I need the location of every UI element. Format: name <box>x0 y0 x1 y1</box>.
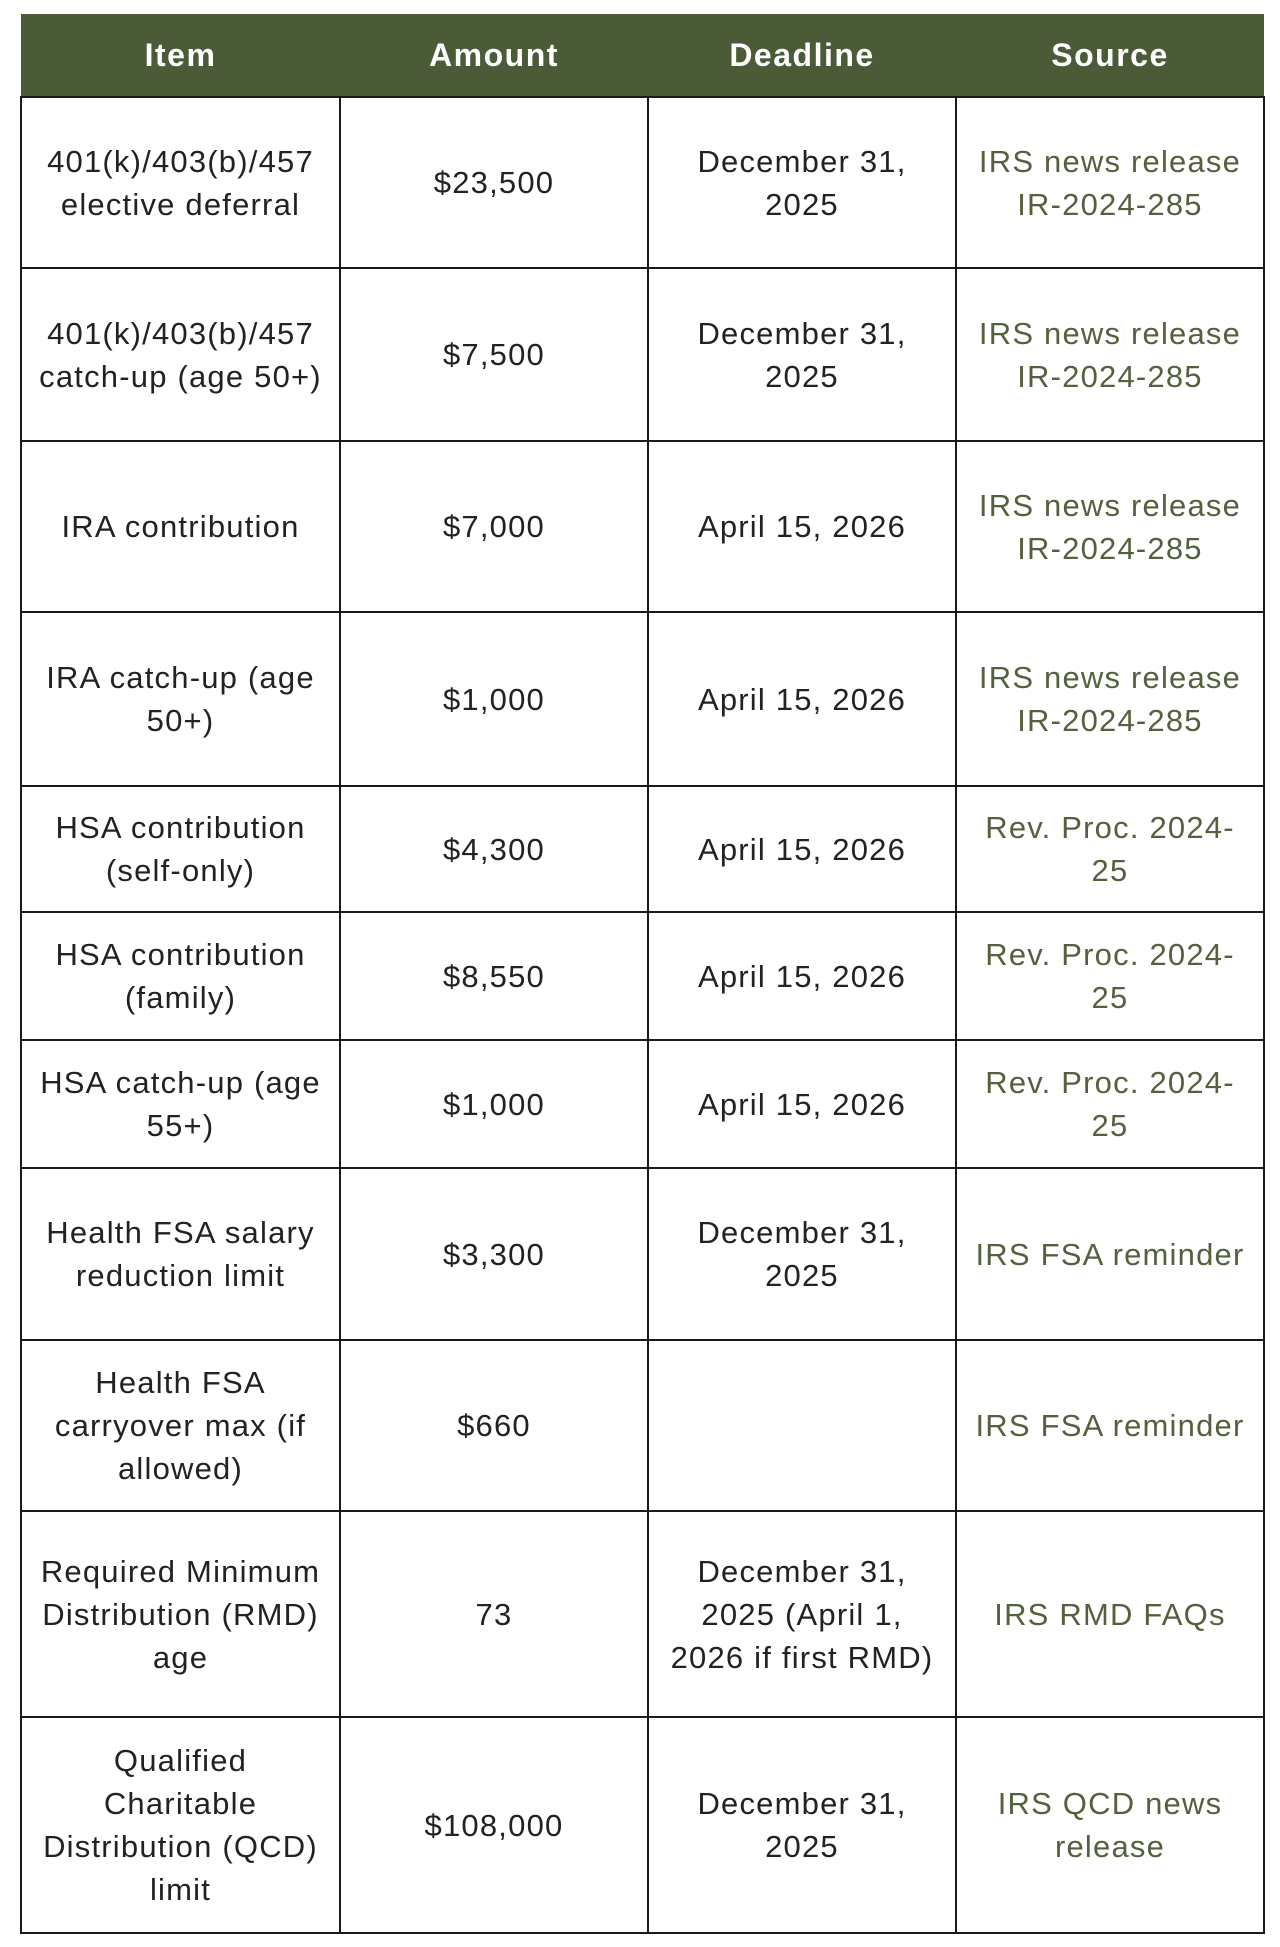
source-link[interactable]: IRS FSA reminder <box>975 1408 1245 1443</box>
source-link[interactable]: IRS QCD news release <box>997 1786 1223 1864</box>
cell-item <box>21 1168 340 1340</box>
cell-deadline <box>648 1168 956 1340</box>
table-row <box>21 441 1264 612</box>
cell-source <box>956 912 1264 1040</box>
cell-amount <box>340 1511 648 1717</box>
table-row <box>21 612 1264 786</box>
cell-source <box>956 1340 1264 1511</box>
deadline-text: April 15, 2026 <box>697 681 907 717</box>
amount-text: $8,550 <box>442 958 546 994</box>
item-text: 401(k)/403(b)/457 elective deferral <box>47 143 314 222</box>
source-link[interactable]: Rev. Proc. 2024-25 <box>985 1065 1235 1143</box>
cell-source <box>956 1717 1264 1933</box>
source-link[interactable]: IRS news release IR-2024-285 <box>978 660 1242 738</box>
deadline-text: April 15, 2026 <box>697 509 907 544</box>
table-header <box>21 14 1264 97</box>
source-link[interactable]: IRS news release IR-2024-285 <box>978 315 1242 394</box>
deadline-text: April 15, 2026 <box>697 958 907 994</box>
table-row <box>21 1717 1264 1933</box>
header-row <box>21 14 1264 97</box>
column-header-amount: Amount <box>340 14 648 97</box>
cell-deadline <box>648 612 956 786</box>
cell-source <box>956 786 1264 912</box>
cell-deadline <box>648 1717 956 1933</box>
item-text: HSA contribution (family) <box>55 937 306 1015</box>
cell-source <box>956 268 1264 441</box>
source-link[interactable]: IRS FSA reminder <box>975 1236 1245 1272</box>
contribution-limits-table-container <box>20 14 1263 1934</box>
amount-text: $3,300 <box>442 1236 546 1272</box>
deadline-text: December 31, 2025 <box>697 1215 907 1293</box>
cell-deadline <box>648 97 956 268</box>
column-header-deadline: Deadline <box>648 14 956 97</box>
table-row <box>21 1168 1264 1340</box>
table-row <box>21 1040 1264 1168</box>
source-link[interactable]: IRS RMD FAQs <box>994 1596 1226 1632</box>
cell-item <box>21 97 340 268</box>
amount-text: $7,500 <box>442 337 546 372</box>
item-text: HSA contribution (self-only) <box>55 810 306 888</box>
amount-text: $7,000 <box>442 509 546 544</box>
amount-text: $23,500 <box>433 165 555 200</box>
cell-item <box>21 612 340 786</box>
source-link[interactable]: Rev. Proc. 2024-25 <box>985 810 1235 888</box>
table-row <box>21 1340 1264 1511</box>
cell-item <box>21 441 340 612</box>
cell-amount <box>340 1340 648 1511</box>
cell-amount <box>340 97 648 268</box>
item-text: HSA catch-up (age 55+) <box>40 1065 321 1143</box>
cell-item <box>21 1511 340 1717</box>
cell-amount <box>340 786 648 912</box>
source-link[interactable]: IRS news release IR-2024-285 <box>978 143 1242 222</box>
cell-amount <box>340 1168 648 1340</box>
amount-text: $4,300 <box>442 831 546 867</box>
deadline-text: December 31, 2025 <box>697 143 907 222</box>
cell-deadline <box>648 1340 956 1511</box>
cell-item <box>21 1717 340 1933</box>
item-text: Health FSA carryover max (if allowed) <box>54 1365 307 1486</box>
cell-deadline <box>648 1040 956 1168</box>
table-row <box>21 1511 1264 1717</box>
amount-text: $108,000 <box>424 1807 564 1843</box>
deadline-text: December 31, 2025 <box>697 1786 907 1864</box>
cell-item <box>21 1340 340 1511</box>
cell-amount <box>340 1717 648 1933</box>
cell-item <box>21 912 340 1040</box>
deadline-text: April 15, 2026 <box>697 1086 907 1122</box>
cell-deadline <box>648 912 956 1040</box>
cell-item <box>21 268 340 441</box>
cell-item <box>21 786 340 912</box>
contribution-limits-table <box>20 14 1265 1934</box>
table-body <box>21 97 1264 1933</box>
source-link[interactable]: Rev. Proc. 2024-25 <box>985 937 1235 1015</box>
amount-text: $1,000 <box>442 681 546 717</box>
cell-amount <box>340 612 648 786</box>
source-link[interactable]: IRS news release IR-2024-285 <box>978 487 1242 566</box>
cell-deadline <box>648 268 956 441</box>
cell-source <box>956 612 1264 786</box>
amount-text: $1,000 <box>442 1086 546 1122</box>
deadline-text: December 31, 2025 (April 1, 2026 if first RMD) <box>670 1553 934 1675</box>
table-row <box>21 268 1264 441</box>
column-header-source: Source <box>956 14 1264 97</box>
cell-deadline <box>648 1511 956 1717</box>
item-text: 401(k)/403(b)/457 catch-up (age 50+) <box>39 315 322 394</box>
table-row <box>21 97 1264 268</box>
cell-amount <box>340 268 648 441</box>
amount-text: $660 <box>457 1408 531 1443</box>
cell-amount <box>340 441 648 612</box>
item-text: Required Minimum Distribution (RMD) age <box>40 1553 321 1675</box>
deadline-text: December 31, 2025 <box>697 315 907 394</box>
cell-source <box>956 441 1264 612</box>
cell-source <box>956 1168 1264 1340</box>
cell-deadline <box>648 441 956 612</box>
cell-source <box>956 1511 1264 1717</box>
item-text: Qualified Charitable Distribution (QCD) limit <box>43 1743 318 1907</box>
cell-source <box>956 97 1264 268</box>
item-text: IRA catch-up (age 50+) <box>46 660 315 738</box>
deadline-text: April 15, 2026 <box>697 831 907 867</box>
amount-text: 73 <box>475 1596 513 1632</box>
item-text: IRA contribution <box>61 509 300 544</box>
cell-item <box>21 1040 340 1168</box>
column-header-item: Item <box>21 14 340 97</box>
cell-deadline <box>648 786 956 912</box>
cell-amount <box>340 912 648 1040</box>
item-text: Health FSA salary reduction limit <box>46 1215 315 1293</box>
table-row <box>21 786 1264 912</box>
cell-source <box>956 1040 1264 1168</box>
cell-amount <box>340 1040 648 1168</box>
table-row <box>21 912 1264 1040</box>
